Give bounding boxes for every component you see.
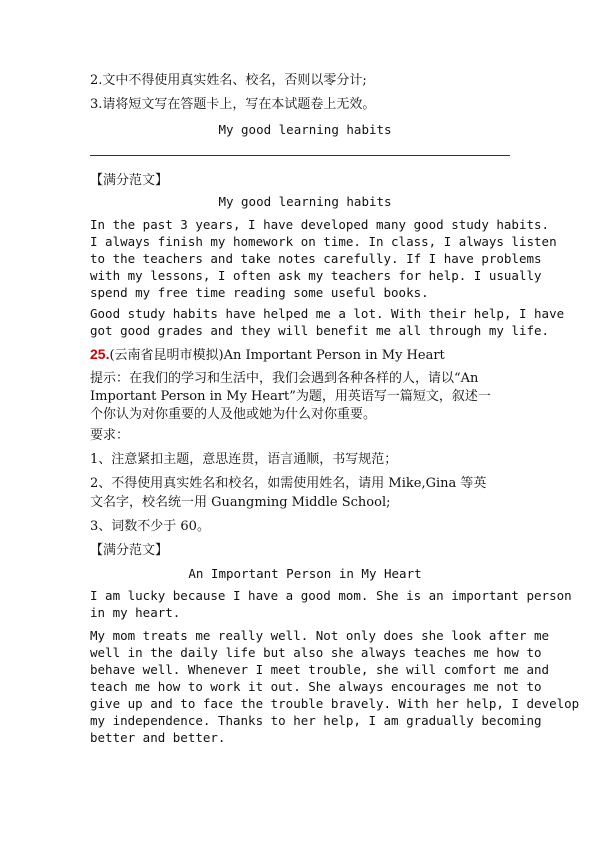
requirements-label: 要求： — [90, 428, 130, 443]
divider-line — [90, 155, 510, 156]
question-25-heading — [90, 345, 520, 365]
text-line: better and better. — [90, 730, 226, 745]
text-line: to the teachers and take notes carefully. If I have problems — [90, 251, 542, 266]
text-line: teach me how to work it out. She always encourages me not to — [90, 679, 542, 694]
text-line: got good grades and they will benefit me all through my life. — [90, 323, 550, 338]
text-line: I am lucky because I have a good mom. She is an important person — [90, 588, 572, 603]
text-line: Good study habits have helped me a lot. With their help, I have — [90, 306, 565, 321]
model-essay-title-2: An Important Person in My Heart — [188, 566, 422, 581]
requirement-2b: 文名字，校名统一用 Guangming Middle School; — [90, 495, 391, 510]
essay-2-paragraph-1 — [90, 587, 572, 621]
text-line: My mom treats me really well. Not only does she look after me — [90, 628, 550, 643]
question-source: (云南省昆明市模拟)An Important Person in My Heart — [109, 348, 445, 363]
text-line: well in the daily life but also she always teaches me how to — [90, 645, 542, 660]
essay-title-1: My good learning habits — [218, 122, 392, 137]
question-number: 25. — [90, 346, 110, 362]
text-line: behave well. Whenever I meet trouble, she will comfort me and — [90, 662, 550, 677]
prompt-line: 个你认为对你重要的人及他或她为什么对你重要。 — [90, 407, 377, 422]
requirement-3: 3、词数不少于 60。 — [90, 519, 210, 534]
text-line: I always finish my homework on time. In class, I always listen — [90, 234, 557, 249]
text-line: give up and to face the trouble bravely. With her help, I develop — [90, 696, 580, 711]
text-line: spend my free time reading some useful books. — [90, 285, 429, 300]
requirement-1: 1、注意紧扣主题，意思连贯，语言通顺，书写规范； — [90, 452, 398, 467]
text-line: In the past 3 years, I have developed many good study habits. — [90, 217, 550, 232]
instruction-line-3: 3.请将短文写在答题卡上，写在本试题卷上无效。 — [90, 97, 376, 112]
model-essay-title-1: My good learning habits — [218, 194, 392, 209]
essay-2-paragraph-2 — [90, 627, 580, 746]
prompt-line: 提示：在我们的学习和生活中，我们会遇到各种各样的人，请以“An — [90, 371, 479, 386]
text-line: in my heart. — [90, 605, 181, 620]
model-essay-label-1: 【满分范文】 — [90, 173, 169, 188]
instruction-line-2: 2.文中不得使用真实姓名、校名，否则以零分计; — [90, 73, 367, 88]
requirement-2a: 2、不得使用真实姓名和校名，如需使用姓名，请用 Mike,Gina 等英 — [90, 476, 487, 491]
text-line: my independence. Thanks to her help, I am gradually becoming — [90, 713, 542, 728]
text-line: with my lessons, I often ask my teachers for help. I usually — [90, 268, 542, 283]
prompt-line: Important Person in My Heart”为题，用英语写一篇短文，叙述一 — [90, 389, 491, 404]
essay-1-paragraph-1 — [90, 216, 557, 301]
essay-1-paragraph-2 — [90, 305, 565, 339]
model-essay-label-2: 【满分范文】 — [90, 543, 169, 558]
writing-prompt — [90, 370, 516, 424]
